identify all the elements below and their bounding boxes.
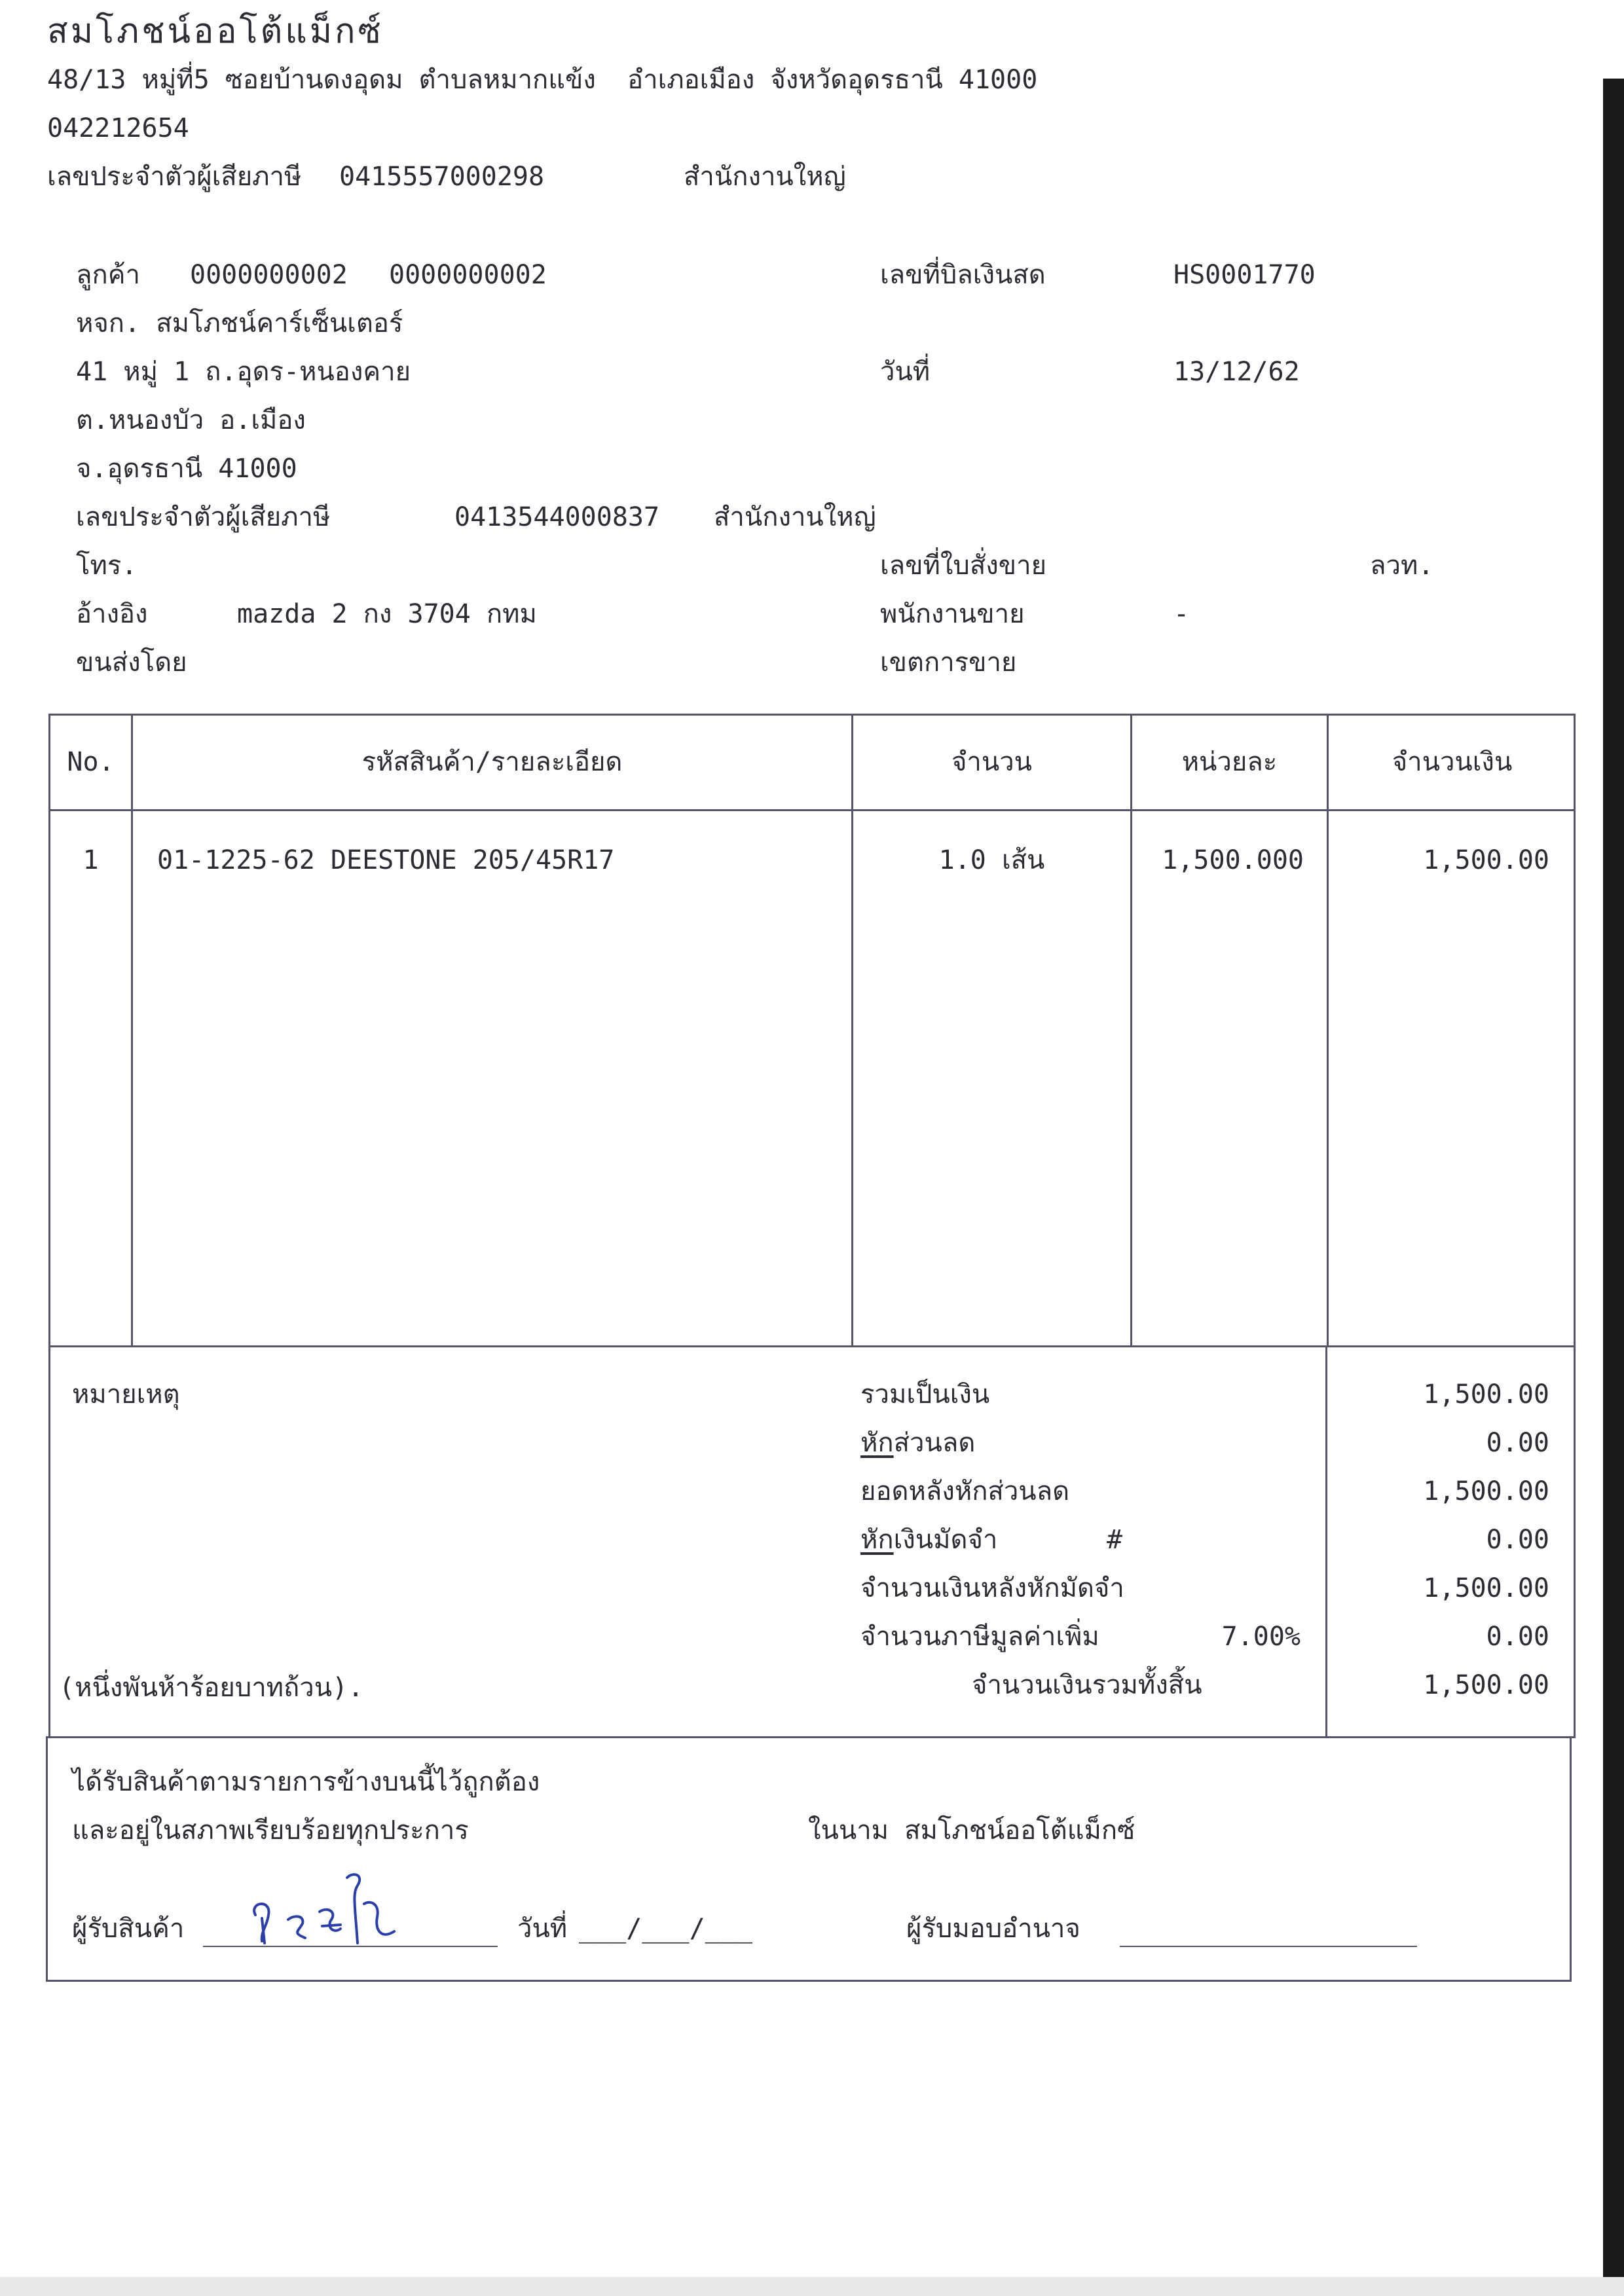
table-col-divider bbox=[1130, 714, 1132, 1347]
seller-name: สมโภชน์ออโต้แม็กซ์ bbox=[47, 12, 384, 51]
customer-label: ลูกค้า bbox=[76, 260, 140, 290]
scan-edge-shadow bbox=[1603, 79, 1624, 2296]
after-discount-label: ยอดหลังหักส่วนลด bbox=[860, 1476, 1070, 1506]
sales-order-label: เลขที่ใบสั่งขาย bbox=[880, 551, 1047, 581]
table-col-divider bbox=[851, 714, 853, 1347]
header-amount: จำนวนเงิน bbox=[1392, 747, 1513, 777]
ship-by-label: ขนส่งโดย bbox=[76, 647, 187, 678]
sales-area-label: เขตการขาย bbox=[880, 647, 1017, 678]
customer-branch: สำนักงานใหญ่ bbox=[714, 502, 876, 532]
receiver-label: ผู้รับสินค้า bbox=[72, 1914, 185, 1944]
authorized-label: ผู้รับมอบอำนาจ bbox=[906, 1914, 1080, 1944]
receive-date-blank: ___/___/___ bbox=[579, 1914, 752, 1944]
receive-date-label: วันที่ bbox=[517, 1914, 568, 1944]
customer-address-1: 41 หมู่ 1 ถ.อุดร-หนองคาย bbox=[76, 357, 411, 387]
table-col-divider bbox=[131, 714, 133, 1347]
bill-no: HS0001770 bbox=[1173, 260, 1316, 290]
on-behalf-of: ในนาม สมโภชน์ออโต้แม็กซ์ bbox=[808, 1815, 1135, 1846]
scan-bottom-strip bbox=[0, 2277, 1624, 2296]
subtotal-value: 1,500.00 bbox=[1423, 1379, 1549, 1410]
deposit-prefix: หัก bbox=[860, 1525, 894, 1555]
salesperson-value: - bbox=[1173, 599, 1190, 629]
after-deposit-label: จำนวนเงินหลังหักมัดจำ bbox=[860, 1573, 1124, 1603]
header-quantity: จำนวน bbox=[951, 747, 1033, 777]
discount-label-text: ส่วนลด bbox=[893, 1428, 976, 1458]
header-no: No. bbox=[67, 747, 115, 777]
customer-address-3: จ.อุดรธานี 41000 bbox=[76, 454, 297, 484]
deposit-label-text: เงินมัดจำ bbox=[893, 1525, 998, 1555]
vat-label: จำนวนภาษีมูลค่าเพิ่ม bbox=[860, 1622, 1099, 1652]
deposit-value: 0.00 bbox=[1486, 1525, 1549, 1555]
amount-in-words: (หนึ่งพันห้าร้อยบาทถ้วน). bbox=[59, 1673, 364, 1703]
deposit-label bbox=[860, 1527, 997, 1553]
discount-prefix: หัก bbox=[860, 1428, 894, 1458]
customer-code-2: 0000000002 bbox=[389, 260, 547, 290]
seller-phone: 042212654 bbox=[47, 113, 189, 143]
after-deposit-value: 1,500.00 bbox=[1423, 1573, 1549, 1603]
invoice-date: 13/12/62 bbox=[1173, 357, 1300, 387]
row-no: 1 bbox=[83, 845, 99, 875]
after-discount-value: 1,500.00 bbox=[1423, 1476, 1549, 1506]
vat-rate: 7.00% bbox=[1221, 1622, 1301, 1652]
header-description: รหัสสินค้า/รายละเอียด bbox=[361, 747, 623, 777]
customer-tax-id: 0413544000837 bbox=[454, 502, 660, 532]
table-header-rule bbox=[48, 809, 1576, 811]
date-label: วันที่ bbox=[880, 357, 931, 387]
vat-value: 0.00 bbox=[1486, 1622, 1549, 1652]
customer-phone-label: โทร. bbox=[76, 551, 138, 581]
grand-total-value: 1,500.00 bbox=[1423, 1670, 1549, 1700]
authorized-signature-line bbox=[1120, 1946, 1417, 1947]
salesperson-label: พนักงานขาย bbox=[880, 599, 1025, 629]
header-unit-price: หน่วยละ bbox=[1181, 747, 1278, 777]
reference-value: mazda 2 กง 3704 กทม bbox=[237, 599, 537, 629]
receiver-signature bbox=[242, 1866, 413, 1951]
row-description: 01-1225-62 DEESTONE 205/45R17 bbox=[157, 845, 615, 875]
seller-address: 48/13 หมู่ที่5 ซอยบ้านดงอุดม ตำบลหมากแข้ง อำเภอเมือง จังหวัดอุดรธานี 41000 bbox=[47, 65, 1038, 95]
customer-name: หจก. สมโภชน์คาร์เซ็นเตอร์ bbox=[76, 308, 403, 338]
received-line-2: และอยู่ในสภาพเรียบร้อยทุกประการ bbox=[72, 1815, 469, 1846]
grand-total-label: จำนวนเงินรวมทั้งสิ้น bbox=[972, 1670, 1202, 1700]
row-amount: 1,500.00 bbox=[1423, 845, 1549, 875]
discount-value: 0.00 bbox=[1486, 1428, 1549, 1458]
remarks-label: หมายเหตุ bbox=[72, 1379, 180, 1410]
sales-order-tag: ลวท. bbox=[1370, 551, 1434, 581]
bill-no-label: เลขที่บิลเงินสด bbox=[880, 260, 1046, 290]
discount-label bbox=[860, 1430, 975, 1456]
received-line-1: ได้รับสินค้าตามรายการข้างบนนี้ไว้ถูกต้อง bbox=[72, 1767, 540, 1797]
customer-code-1: 0000000002 bbox=[190, 260, 348, 290]
table-col-divider bbox=[1327, 714, 1329, 1347]
row-quantity: 1.0 เส้น bbox=[938, 845, 1045, 875]
summary-col-divider bbox=[1325, 1345, 1327, 1738]
seller-tax-id: 0415557000298 bbox=[339, 162, 545, 192]
subtotal-label: รวมเป็นเงิน bbox=[860, 1379, 990, 1410]
reference-label: อ้างอิง bbox=[76, 599, 148, 629]
seller-branch: สำนักงานใหญ่ bbox=[684, 162, 846, 192]
customer-address-2: ต.หนองบัว อ.เมือง bbox=[76, 405, 306, 435]
deposit-hash: # bbox=[1107, 1525, 1123, 1555]
row-unit-price: 1,500.000 bbox=[1162, 845, 1304, 875]
seller-tax-id-label: เลขประจำตัวผู้เสียภาษี bbox=[47, 162, 302, 192]
customer-tax-id-label: เลขประจำตัวผู้เสียภาษี bbox=[76, 502, 331, 532]
